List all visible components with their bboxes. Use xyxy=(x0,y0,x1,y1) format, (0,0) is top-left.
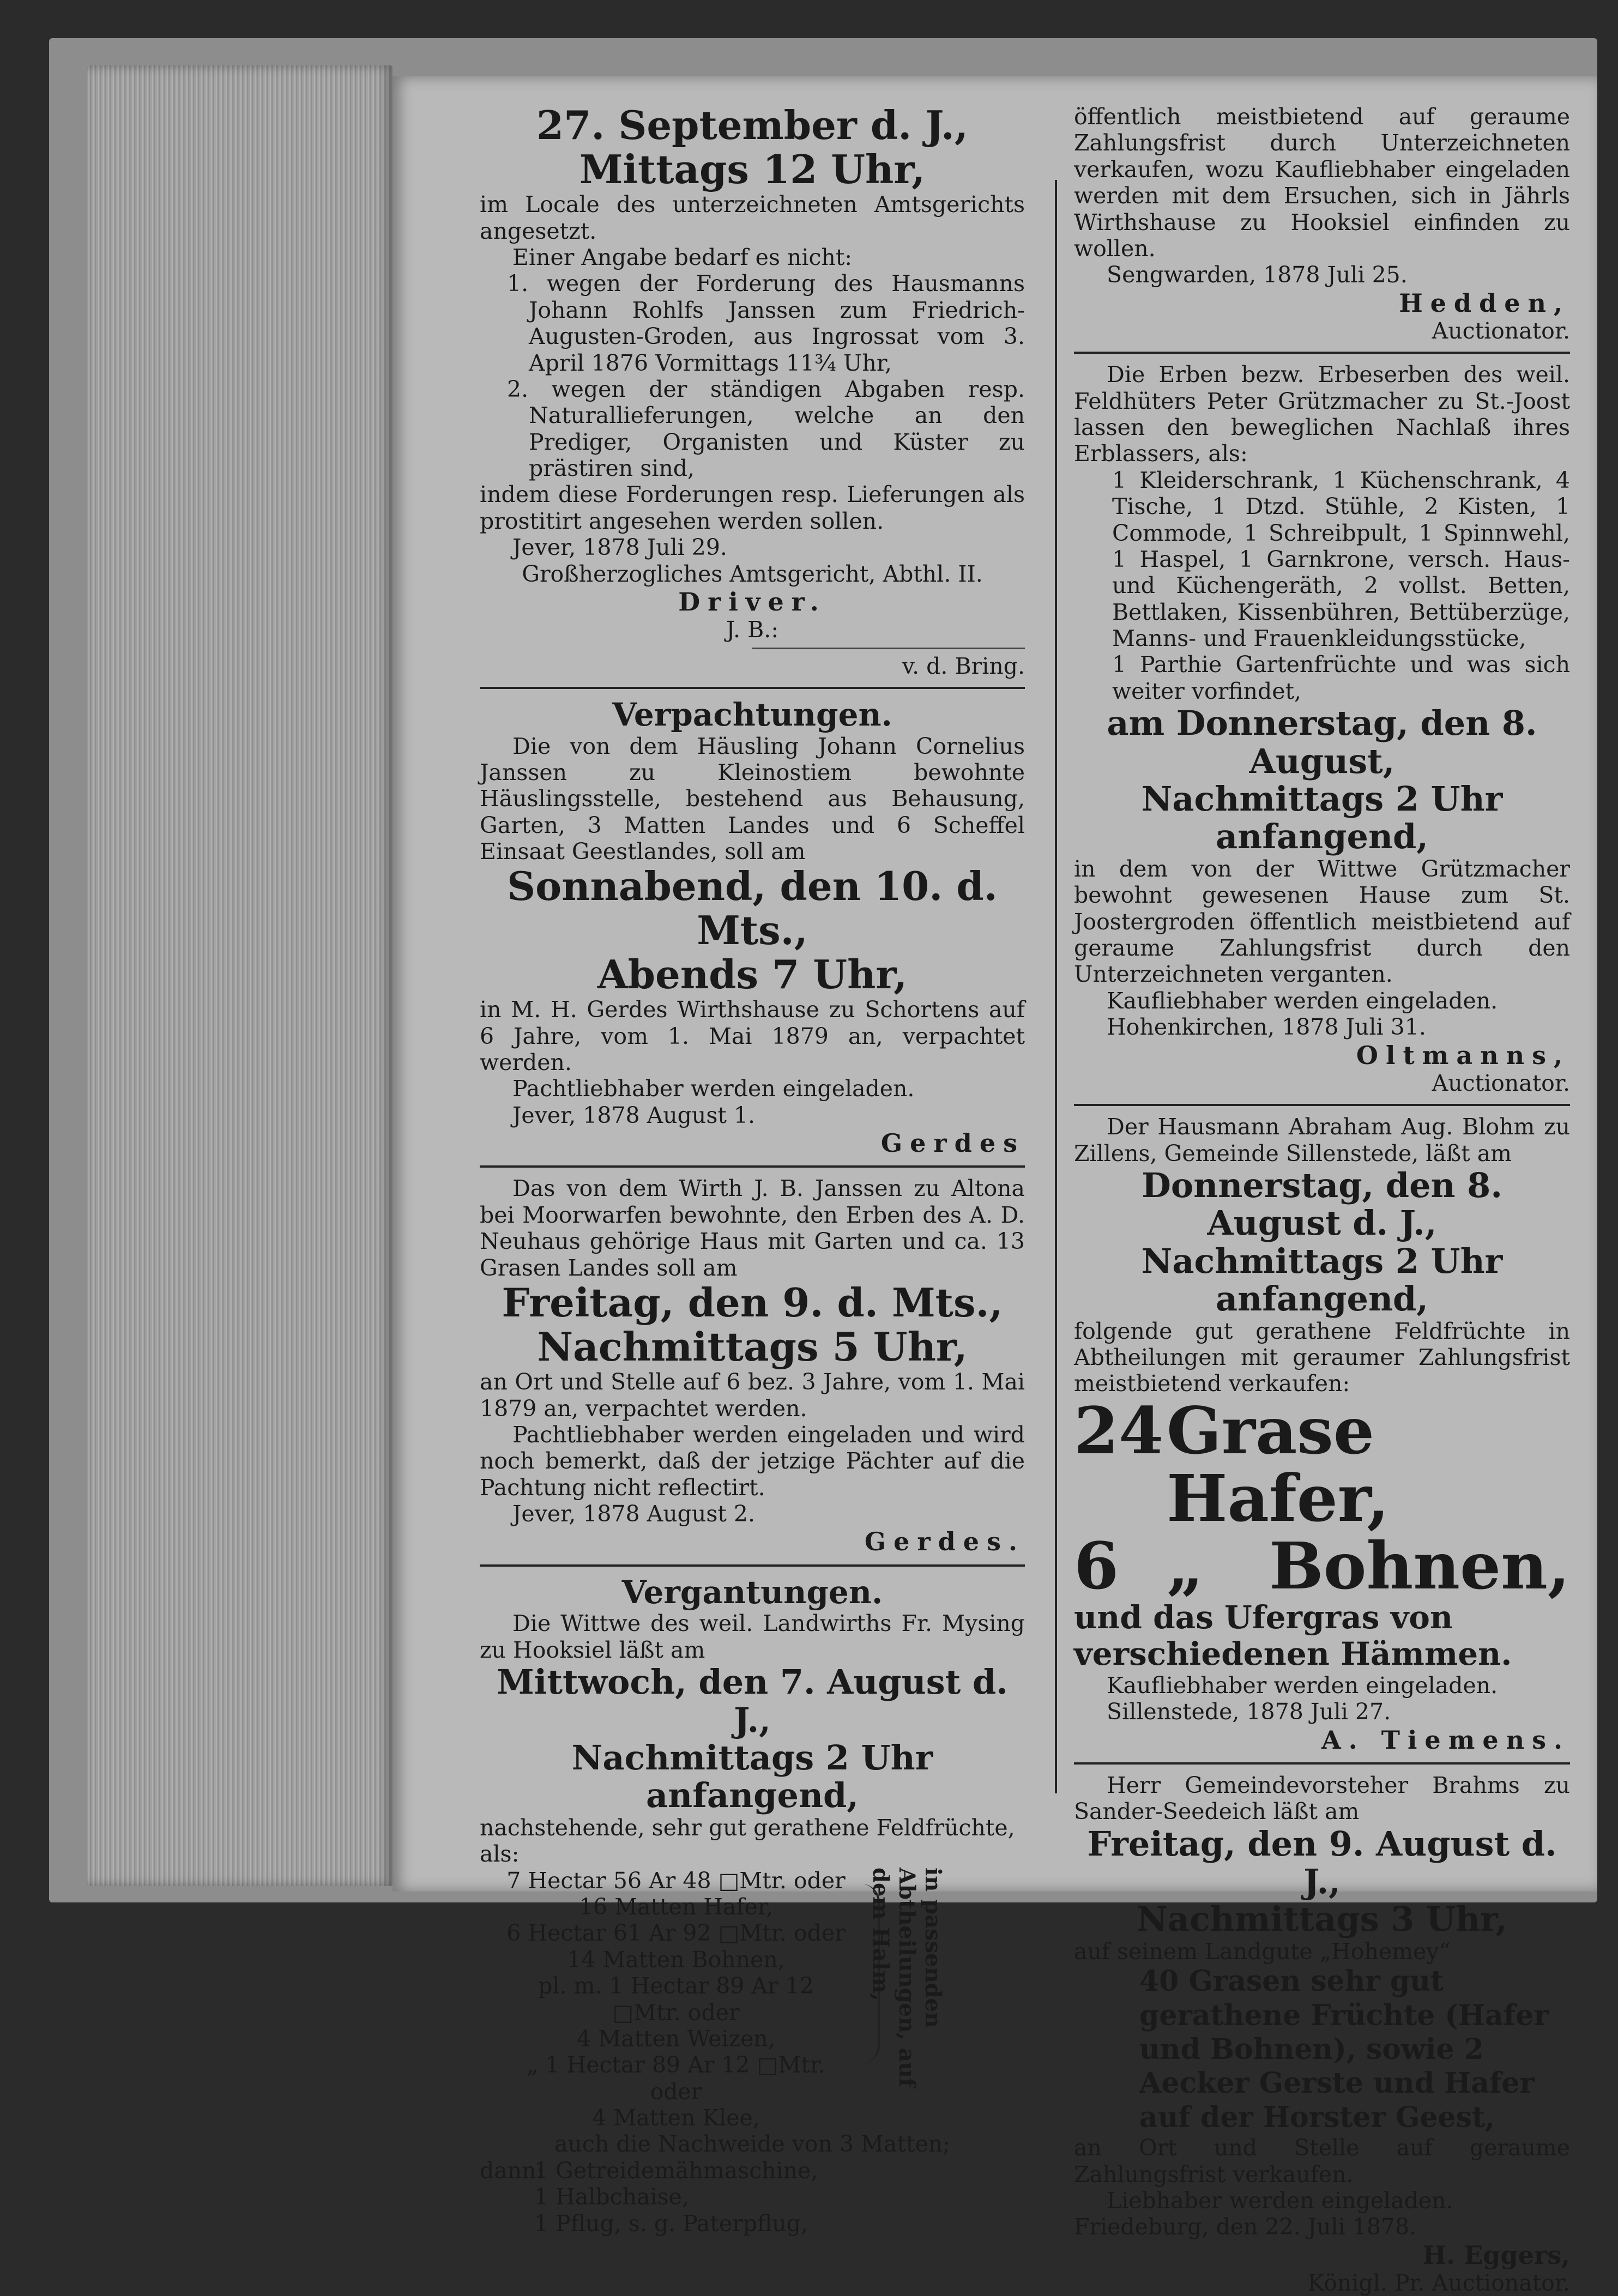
left-divider-3 xyxy=(480,1564,1025,1567)
right-cont-text: öffentlich meistbietend auf geraume Zahlungsfrist durch Unterzeichneten verkaufen, wozu Kaufliebhaber eingeladen werden mit dem Ersuchen, sich in Jährls Wirthshause zu Hooksiel einfinden zu wollen. xyxy=(1074,104,1570,262)
verp1-text: Die von dem Häusling Johann Cornelius Janssen zu Kleinostiem bewohnte Häuslingsstelle, bestehend aus Behausung, Garten, 3 Matten Landes und 6 Scheffel Einsaat Geestlandes, soll am xyxy=(480,733,1025,865)
grase-number-1: 24 xyxy=(1074,1392,1164,1469)
verp1-signature: Gerdes xyxy=(880,1128,1025,1158)
brahms-invite: Liebhaber werden eingeladen. xyxy=(1107,2187,1453,2214)
grase-crop-1: Hafer, xyxy=(1167,1460,1390,1536)
left-jever-date: Jever, 1878 Juli 29. xyxy=(512,534,727,561)
right-divider-3 xyxy=(1074,1762,1570,1765)
brahms-time: Nachmittags 3 Uhr, xyxy=(1137,1899,1507,1939)
book-page-edges xyxy=(87,65,393,1886)
right-tiemens-signature: A. Tiemens. xyxy=(1321,1725,1570,1755)
erben-date: am Donnerstag, den 8. August, xyxy=(1107,703,1537,781)
erben-items: 1 Kleiderschrank, 1 Küchenschrank, 4 Tische, 1 Dtzd. Stühle, 2 Kisten, 1 Commode, 1 Schreibpult, 1 Spinnwehl, 1 Haspel, 1 Garnkrone, versch. Haus- und Küchengeräth, 2 vollst. Betten, Bettlaken, Kissenbühren, Bettüberzüge, Manns- und Frauenkleidungsstücke, xyxy=(1112,467,1570,652)
brahms-text: Herr Gemeindevorsteher Brahms zu Sander-Seedeich läßt am xyxy=(1074,1772,1570,1825)
blohm-invite: Kaufliebhaber werden eingeladen. xyxy=(1107,1672,1498,1699)
right-eggers-signature: H. Eggers, xyxy=(1422,2240,1570,2270)
verp2-time: Nachmittags 5 Uhr, xyxy=(537,1323,968,1370)
verp2-date: Freitag, den 9. d. Mts., xyxy=(502,1279,1003,1326)
right-sengwarden: Sengwarden, 1878 Juli 25. xyxy=(1107,262,1408,288)
grase-table xyxy=(1074,1392,1570,1604)
produce-line: 16 Matten Hafer, xyxy=(578,1894,774,1920)
grase-line-1 xyxy=(1167,1392,1570,1536)
produce-line: pl. m. 1 Hectar 89 Ar 12 □Mtr. oder xyxy=(538,1973,814,2026)
grase-word: Grase xyxy=(1167,1392,1374,1469)
verg1-text: Die Wittwe des weil. Landwirths Fr. Mysing zu Hooksiel läßt am xyxy=(480,1610,1025,1663)
ufergras-line: und das Ufergras von verschiedenen Hämmen. xyxy=(1074,1599,1512,1673)
verp2-signature: Gerdes. xyxy=(864,1527,1025,1557)
erben-place: in dem von der Wittwe Grützmacher bewohnt gewesenen Hause zum St. Joostergroden öffentlich meistbietend auf geraume Zahlungsfrist durch den Unterzeichneten verganten. xyxy=(1074,855,1570,988)
verg1-nachweide: auch die Nachweide von 3 Matten; xyxy=(554,2131,950,2158)
dann-item: 1 Halbchaise, xyxy=(534,2184,689,2210)
brahms-date: Freitag, den 9. August d. J., xyxy=(1087,1823,1557,1902)
produce-line: 6 Hectar 61 Ar 92 □Mtr. oder xyxy=(506,1920,846,1947)
erben-text: Die Erben bezw. Erbeserben des weil. Feldhüters Peter Grützmacher zu St.-Joost lassen den beweglichen Nachlaß ihres Erblassers, als: xyxy=(1074,361,1570,467)
erben-invite: Kaufliebhaber werden eingeladen. xyxy=(1107,987,1498,1014)
erben-time: Nachmittags 2 Uhr anfangend, xyxy=(1141,779,1503,857)
produce-block xyxy=(480,1868,1025,2131)
left-court: Großherzogliches Amtsgericht, Abthl. II. xyxy=(522,560,983,587)
grase-number-2: 6 xyxy=(1074,1527,1119,1604)
right-eggers-title: Königl. Pr. Auctionator. xyxy=(1307,2270,1570,2296)
right-oltmanns-signature: Oltmanns, xyxy=(1356,1040,1570,1070)
right-auctionator-1: Auctionator. xyxy=(1432,317,1570,344)
left-signature-line xyxy=(752,648,1025,649)
verg1-date: Mittwoch, den 7. August d. J., xyxy=(497,1662,1008,1740)
right-hedden-signature: Hedden, xyxy=(1399,288,1570,318)
verp1-jever: Jever, 1878 August 1. xyxy=(512,1102,755,1128)
right-auctionator-2: Auctionator. xyxy=(1432,1070,1570,1096)
right-sillenstede: Sillenstede, 1878 Juli 27. xyxy=(1107,1699,1391,1725)
produce-line: „ 1 Hectar 89 Ar 12 □Mtr. oder xyxy=(527,2052,825,2105)
produce-list xyxy=(480,1868,850,2131)
produce-line: 7 Hectar 56 Ar 48 □Mtr. oder xyxy=(506,1867,846,1894)
verp2-text: Das von dem Wirth J. B. Janssen zu Altona bei Moorwarfen bewohnte, den Erben des A. D. Neuhaus gehörige Haus mit Garten und ca. 13 Grasen Landes soll am xyxy=(480,1175,1025,1281)
column-divider xyxy=(1055,180,1057,1793)
left-item-1: 1. wegen der Forderung des Hausmanns Johann Rohlfs Janssen zum Friedrich-Augusten-Groden, aus Ingrossat vom 3. April 1876 Vormittags 11¾ Uhr, xyxy=(507,270,1025,376)
blohm-time: Nachmittags 2 Uhr anfangend, xyxy=(1141,1241,1503,1319)
verp1-time: Abends 7 Uhr, xyxy=(597,951,908,998)
verp2-place: an Ort und Stelle auf 6 bez. 3 Jahre, vom 1. Mai 1879 an, verpachtet werden. xyxy=(480,1369,1025,1422)
right-divider-1 xyxy=(1074,352,1570,354)
verp2-jever: Jever, 1878 August 2. xyxy=(512,1501,755,1527)
verp2-invite: Pachtliebhaber werden eingeladen und wird noch bemerkt, daß der jetzige Pächter auf die Pachtung nicht reflectirt. xyxy=(480,1421,1025,1501)
right-friedeburg: Friedeburg, den 22. Juli 1878. xyxy=(1074,2214,1417,2240)
left-vbring: v. d. Bring. xyxy=(902,652,1025,679)
brahms-place: auf seinem Landgute „Hohemey“ xyxy=(1074,1938,1451,1965)
verpachtungen-heading: Verpachtungen. xyxy=(612,696,892,733)
left-jb: J. B.: xyxy=(726,617,779,643)
blohm-text: Der Hausmann Abraham Aug. Blohm zu Zillens, Gemeinde Sillenstede, läßt am xyxy=(1074,1114,1570,1167)
verp1-place: in M. H. Gerdes Wirthshause zu Schortens auf 6 Jahre, vom 1. Mai 1879 an, verpachtet werden. xyxy=(480,996,1025,1076)
left-item-2: 2. wegen der ständigen Abgaben resp. Naturallieferungen, welche an den Prediger, Organisten und Küster zu prästiren sind, xyxy=(507,376,1025,481)
left-closing: indem diese Forderungen resp. Lieferungen als prostitirt angesehen werden sollen. xyxy=(480,481,1025,534)
blohm-intro: folgende gut gerathene Feldfrüchte in Abtheilungen mit geraumer Zahlungsfrist meistbietend verkaufen: xyxy=(1074,1318,1570,1397)
produce-line: 4 Matten Klee, xyxy=(592,2105,760,2131)
grase-ditto: „ xyxy=(1167,1527,1204,1604)
dann-block xyxy=(480,2158,1025,2237)
grase-crop-2: Bohnen, xyxy=(1269,1527,1570,1604)
left-date-line: 27. September d. J., xyxy=(536,102,968,148)
dann-item: 1 Getreidemähmaschine, xyxy=(534,2157,818,2184)
brahms-sale: an Ort und Stelle auf geraume Zahlungsfrist verkaufen. xyxy=(1074,2135,1570,2188)
erben-more: 1 Parthie Gartenfrüchte und was sich weiter vorfindet, xyxy=(1112,651,1570,704)
produce-line: 4 Matten Weizen, xyxy=(577,2025,775,2052)
left-no-claim: Einer Angabe bedarf es nicht: xyxy=(512,244,853,270)
vergantungen-heading: Vergantungen. xyxy=(621,1573,883,1611)
right-divider-2 xyxy=(1074,1104,1570,1106)
verg1-time: Nachmittags 2 Uhr anfangend, xyxy=(571,1738,933,1816)
left-divider-2 xyxy=(480,1165,1025,1168)
verg1-intro: nachstehende, sehr gut gerathene Feldfrüchte, als: xyxy=(480,1814,1015,1868)
left-divider-1 xyxy=(480,687,1025,689)
blohm-date: Donnerstag, den 8. August d. J., xyxy=(1142,1165,1502,1243)
right-column xyxy=(1074,104,1570,2296)
dann-item: 1 Pflug, s. g. Paterpflug, xyxy=(534,2210,808,2237)
verp1-date: Sonnabend, den 10. d. Mts., xyxy=(507,863,998,954)
left-column xyxy=(480,104,1025,2237)
left-place-line: im Locale des unterzeichneten Amtsgerichts angesetzt. xyxy=(480,191,1025,244)
brahms-offer: 40 Grasen sehr gut gerathene Früchte (Hafer und Bohnen), sowie 2 Aecker Gerste und Hafer auf der Horster Geest, xyxy=(1139,1965,1549,2134)
verp1-invite: Pachtliebhaber werden eingeladen. xyxy=(512,1076,915,1102)
produce-side-note: in passenden Abtheilungen, auf dem Halm, xyxy=(868,1867,946,2087)
right-hohenkirchen: Hohenkirchen, 1878 Juli 31. xyxy=(1107,1014,1426,1041)
left-judge-signature: Driver. xyxy=(678,587,826,617)
produce-line: 14 Matten Bohnen, xyxy=(567,1946,785,1973)
dann-label: dann: xyxy=(480,2157,544,2184)
left-time-line: Mittags 12 Uhr, xyxy=(579,146,926,192)
